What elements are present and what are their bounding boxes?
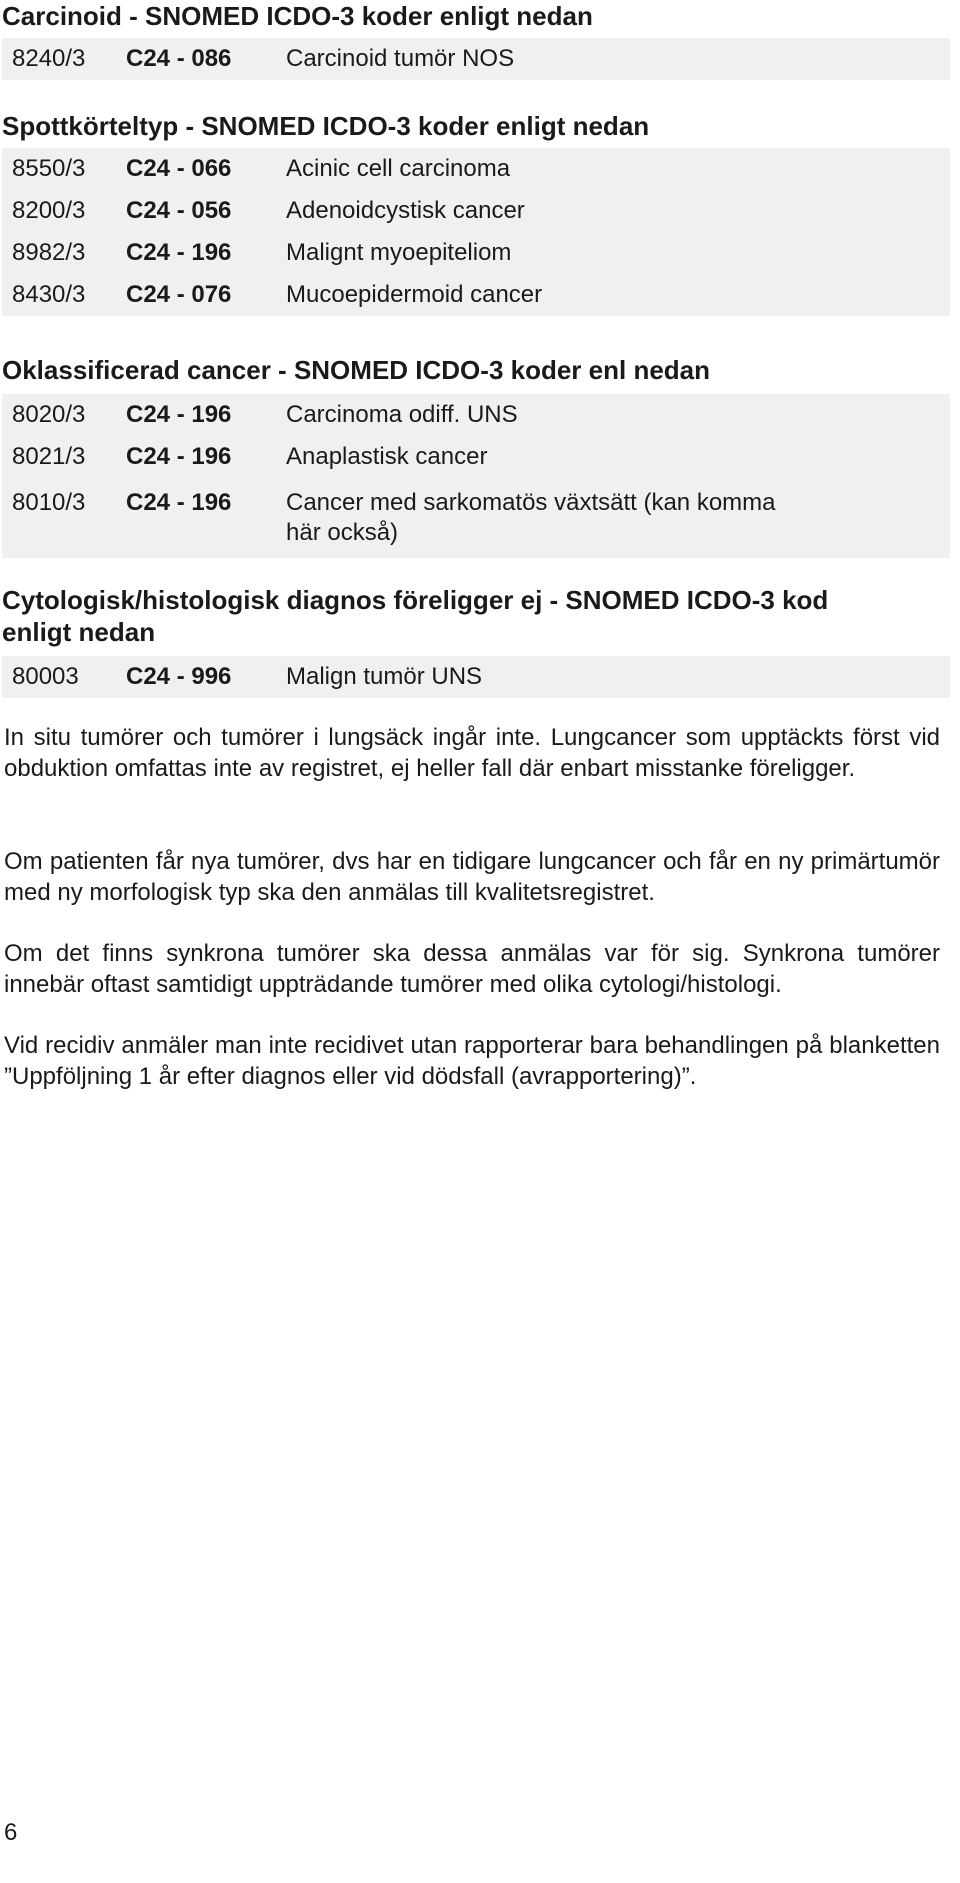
- diagnosis-text: Mucoepidermoid cancer: [286, 281, 543, 308]
- paragraph-synchronous-tumors: Om det finns synkrona tumörer ska dessa anmälas var för sig. Synkrona tumörer innebär oftast samtidigt uppträdande tumörer med olika cytologi/histologi.: [4, 940, 940, 998]
- code-table: [2, 148, 950, 316]
- site-code: C24 - 196: [126, 489, 232, 516]
- section-carcinoid: [0, 0, 960, 80]
- site-code: C24 - 196: [126, 443, 232, 470]
- table-row: [2, 394, 950, 436]
- diagnosis-text: Malignt myoepiteliom: [286, 239, 512, 266]
- icdo-code: 8550/3: [12, 155, 86, 182]
- diagnosis-text: Carcinoid tumör NOS: [286, 45, 515, 72]
- icdo-code: 8982/3: [12, 239, 86, 266]
- site-code: C24 - 996: [126, 663, 232, 690]
- icdo-code: 8020/3: [12, 401, 86, 428]
- icdo-code: 8240/3: [12, 45, 86, 72]
- site-code: C24 - 066: [126, 155, 232, 182]
- section-salivary-type: [0, 110, 960, 316]
- code-table: [2, 38, 950, 80]
- paragraph-recurrence: Vid recidiv anmäler man inte recidivet utan rapporterar bara behandlingen på blanketten ”Uppföljning 1 år efter diagnos eller vid dödsfall (avrapportering)”.: [4, 1032, 940, 1090]
- page-number: 6: [4, 1819, 18, 1846]
- table-row: [2, 656, 950, 698]
- diagnosis-text: Cancer med sarkomatös växtsätt (kan komma här också): [286, 489, 776, 546]
- site-code: C24 - 196: [126, 401, 232, 428]
- table-row: [2, 436, 950, 478]
- table-row: [2, 190, 950, 232]
- section-no-diagnosis: [0, 584, 960, 698]
- paragraph-new-tumors: Om patienten får nya tumörer, dvs har en tidigare lungcancer och får en ny primärtumör med ny morfologisk typ ska den anmälas till kvalitetsregistret.: [4, 848, 940, 906]
- site-code: C24 - 076: [126, 281, 232, 308]
- icdo-code: 80003: [12, 663, 79, 690]
- paragraph-in-situ: In situ tumörer och tumörer i lungsäck ingår inte. Lungcancer som upptäckts först vid obduktion omfattas inte av registret, ej heller fall där enbart misstanke föreligger.: [4, 724, 940, 782]
- icdo-code: 8010/3: [12, 489, 86, 516]
- code-table: [2, 394, 950, 558]
- site-code: C24 - 196: [126, 239, 232, 266]
- section-title: Spottkörteltyp - SNOMED ICDO-3 koder enligt nedan: [2, 111, 650, 141]
- table-row: [2, 38, 950, 80]
- diagnosis-text: Carcinoma odiff. UNS: [286, 401, 518, 428]
- section-title: Oklassificerad cancer - SNOMED ICDO-3 koder enl nedan: [2, 355, 711, 385]
- section-title: Cytologisk/histologisk diagnos föreligger ej - SNOMED ICDO-3 kod enligt nedan: [2, 585, 829, 647]
- site-code: C24 - 056: [126, 197, 232, 224]
- diagnosis-text: Adenoidcystisk cancer: [286, 197, 525, 224]
- diagnosis-text: Acinic cell carcinoma: [286, 155, 511, 182]
- table-row: [2, 232, 950, 274]
- section-unclassified-cancer: [0, 354, 960, 558]
- table-row: [2, 274, 950, 316]
- icdo-code: 8021/3: [12, 443, 86, 470]
- code-table: [2, 656, 950, 698]
- icdo-code: 8200/3: [12, 197, 86, 224]
- site-code: C24 - 086: [126, 45, 232, 72]
- table-row: [2, 148, 950, 190]
- diagnosis-text: Malign tumör UNS: [286, 663, 483, 690]
- icdo-code: 8430/3: [12, 281, 86, 308]
- table-row: [2, 478, 950, 558]
- diagnosis-text: Anaplastisk cancer: [286, 443, 488, 470]
- section-title: Carcinoid - SNOMED ICDO-3 koder enligt nedan: [2, 1, 593, 31]
